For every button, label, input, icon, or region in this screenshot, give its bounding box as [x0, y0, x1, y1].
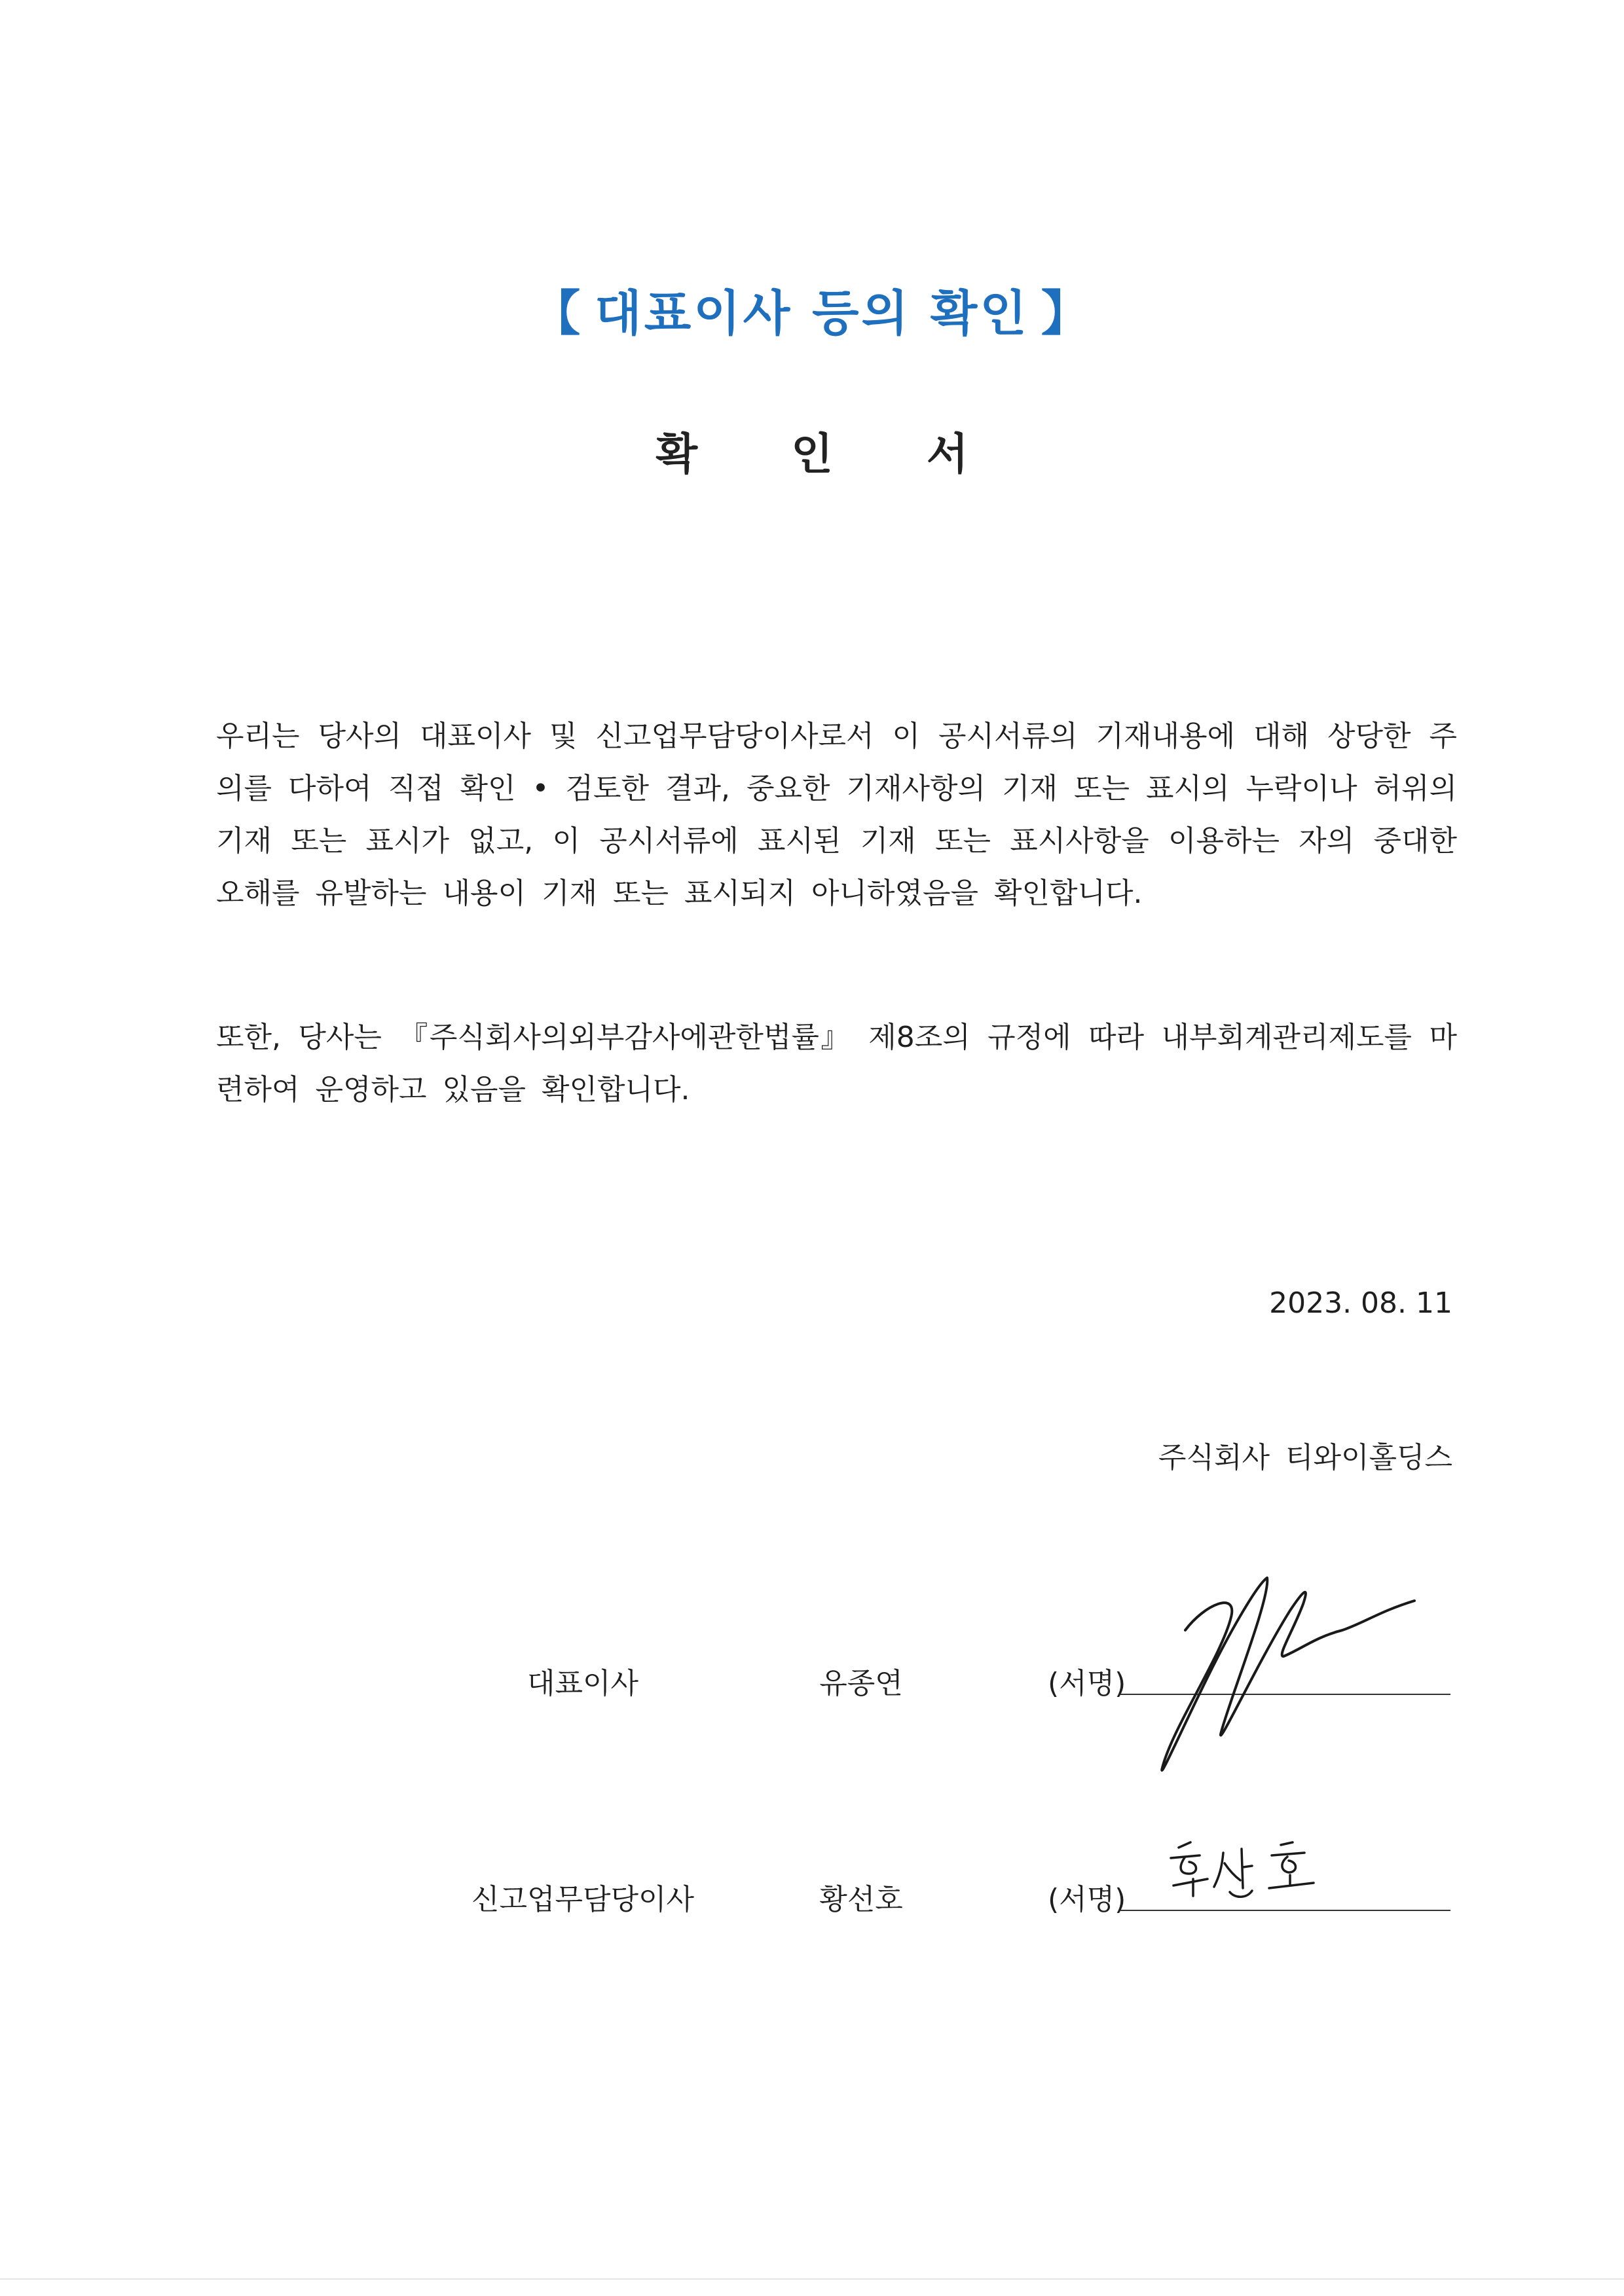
confirmation-paragraph-2: 또한, 당사는 『주식회사의외부감사에관한법률』 제8조의 규정에 따라 내부회계관리제도를 마련하여 운영하고 있음을 확인합니다.: [216, 1021, 1457, 1106]
signature-label: (서명): [1048, 1667, 1126, 1700]
signatory-title: 대표이사: [526, 1667, 638, 1700]
director-handwritten-signature: [1159, 1833, 1342, 1905]
document-heading: [0, 275, 1624, 344]
document-subtitle: 확 인 서: [655, 429, 1008, 479]
heading-open-bracket: 【: [532, 285, 583, 342]
document-date: 2023. 08. 11: [1269, 1286, 1452, 1320]
signatory-title: 신고업무담당이사: [471, 1883, 695, 1916]
confirmation-paragraph-1: 우리는 당사의 대표이사 및 신고업무담당이사로서 이 공시서류의 기재내용에 대해 상당한 주의를 다하여 직접 확인 • 검토한 결과, 중요한 기재사항의 기재 또는 표시의 누락이나 허위의 기재 또는 표시가 없고, 이 공시서류에 표시된 기재 또는 표시사항을 이용하는 자의 중대한 오해를 유발하는 내용이 기재 또는 표시되지 아니하였음을 확인합니다.: [216, 720, 1457, 910]
heading-close-bracket: 】: [1041, 285, 1092, 342]
signatory-name: 유종연: [819, 1667, 903, 1700]
signatory-row-filing-director: [0, 1876, 1624, 1928]
company-name: 주식회사 티와이홀딩스: [1158, 1441, 1452, 1474]
signatory-name: 황선호: [819, 1883, 903, 1916]
heading-text: 대표이사 등의 확인: [595, 285, 1029, 342]
ceo-handwritten-signature: [1146, 1558, 1421, 1794]
scan-edge-line: [0, 2278, 1624, 2280]
signature-line: [1120, 1910, 1450, 1911]
signature-label: (서명): [1048, 1883, 1126, 1916]
